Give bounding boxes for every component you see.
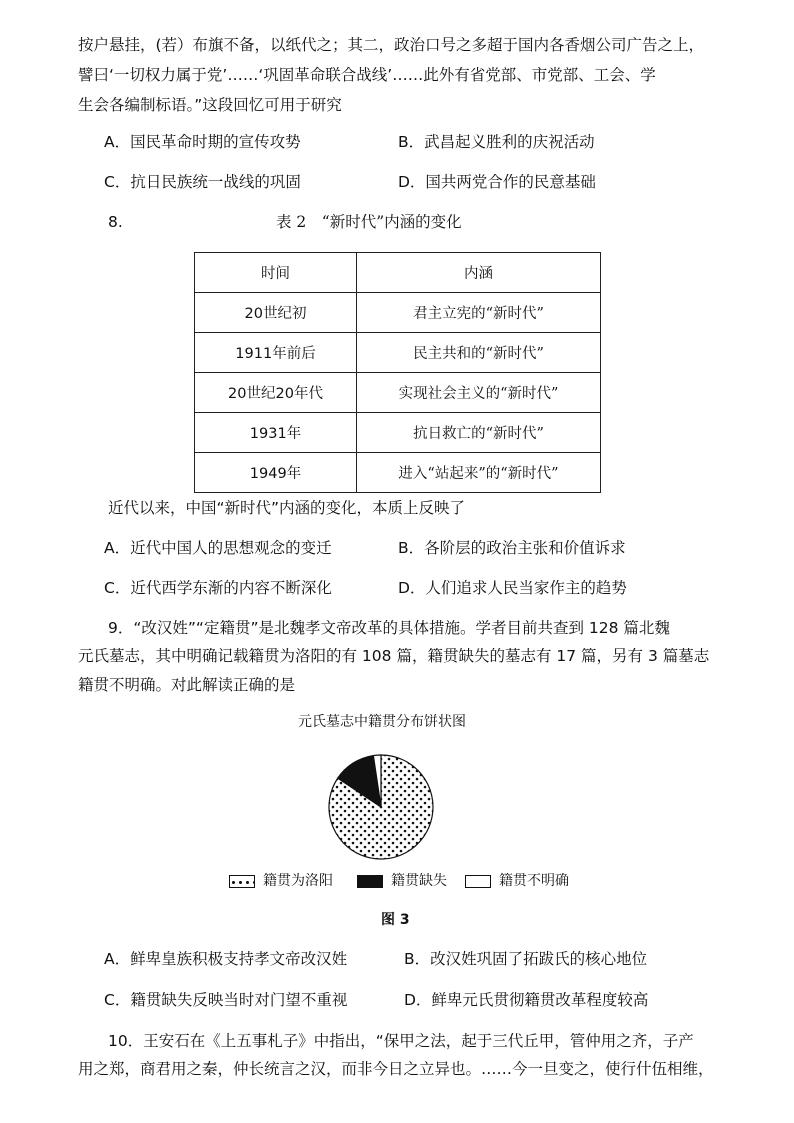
table-cell-meaning: 抗日救亡的“新时代”	[357, 413, 601, 453]
q9-option-c[interactable]: C．籍贯缺失反映当时对门望不重视	[104, 991, 348, 1009]
dots-swatch-icon	[229, 875, 255, 888]
legend-item-missing	[357, 870, 447, 892]
q7-option-d[interactable]: D．国共两党合作的民意基础	[398, 173, 596, 191]
q8-option-c[interactable]: C．近代西学东渐的内容不断深化	[104, 579, 332, 597]
q9-option-a[interactable]: A．鲜卑皇族积极支持孝文帝改汉姓	[104, 950, 348, 968]
legend-item-unclear	[465, 870, 569, 892]
table-cell-meaning: 君主立宪的“新时代”	[357, 293, 601, 333]
table-cell-meaning: 民主共和的“新时代”	[357, 333, 601, 373]
q9-passage-line: 籍贯不明确。对此解读正确的是	[78, 676, 296, 694]
q7-passage-line: 譬曰‘一切权力属于党’……‘巩固革命联合战线’……此外有省党部、市党部、工会、学	[78, 66, 656, 84]
table-header-cell: 内涵	[357, 253, 601, 293]
table-row	[195, 373, 601, 413]
q10-passage-line: 10．王安石在《上五事札子》中指出，“保甲之法，起于三代丘甲，管仲用之齐，子产	[108, 1032, 694, 1050]
q8-option-a[interactable]: A．近代中国人的思想观念的变迁	[104, 539, 332, 557]
figure-label: 图 3	[381, 912, 410, 928]
table-cell-time: 1949年	[195, 453, 357, 493]
table-caption: 表 2 “新时代”内涵的变化	[276, 213, 462, 231]
table-cell-time: 20世纪初	[195, 293, 357, 333]
table-cell-meaning: 进入“站起来”的“新时代”	[357, 453, 601, 493]
q7-passage-line: 按户悬挂，(若）布旗不备，以纸代之；其二，政治口号之多超于国内各香烟公司广告之上，	[78, 36, 705, 54]
pie-svg	[327, 753, 435, 861]
q8-option-d[interactable]: D．人们追求人民当家作主的趋势	[398, 579, 627, 597]
q7-passage-line: 生会各编制标语。”这段回忆可用于研究	[78, 96, 342, 114]
table-cell-time: 1931年	[195, 413, 357, 453]
pie-chart	[327, 753, 435, 861]
table-header-cell: 时间	[195, 253, 357, 293]
q9-option-d[interactable]: D．鲜卑元氏贯彻籍贯改革程度较高	[404, 991, 649, 1009]
table-cell-time: 20世纪20年代	[195, 373, 357, 413]
table-row	[195, 333, 601, 373]
q7-option-b[interactable]: B．武昌起义胜利的庆祝活动	[398, 133, 595, 151]
new-era-table	[194, 252, 601, 493]
q8-number: 8.	[108, 213, 123, 231]
legend-label: 籍贯不明确	[499, 873, 569, 889]
legend-item-luoyang	[229, 870, 333, 892]
q9-passage-line: 9．“改汉姓”“定籍贯”是北魏孝文帝改革的具体措施。学者目前共查到 128 篇北魏	[108, 619, 670, 637]
table-row	[195, 453, 601, 493]
q8-option-b[interactable]: B．各阶层的政治主张和价值诉求	[398, 539, 626, 557]
table-cell-time: 1911年前后	[195, 333, 357, 373]
table-cell-meaning: 实现社会主义的“新时代”	[357, 373, 601, 413]
q9-passage-line: 元氏墓志，其中明确记载籍贯为洛阳的有 108 篇，籍贯缺失的墓志有 17 篇，另有 3 篇墓志	[78, 647, 710, 665]
q10-passage-line: 用之郑，商君用之秦，仲长统言之汉，而非今日之立异也。……今一旦变之，使行什伍相维，	[78, 1060, 714, 1078]
q9-option-b[interactable]: B．改汉姓巩固了拓跋氏的核心地位	[404, 950, 648, 968]
black-swatch-icon	[357, 875, 383, 888]
q7-option-c[interactable]: C．抗日民族统一战线的巩固	[104, 173, 301, 191]
table-row	[195, 293, 601, 333]
q8-stem: 近代以来，中国“新时代”内涵的变化，本质上反映了	[108, 499, 466, 517]
q7-option-a[interactable]: A．国民革命时期的宣传攻势	[104, 133, 301, 151]
table-header-row	[195, 253, 601, 293]
table-row	[195, 413, 601, 453]
white-swatch-icon	[465, 875, 491, 888]
legend-label: 籍贯缺失	[391, 873, 447, 889]
chart-title: 元氏墓志中籍贯分布饼状图	[298, 714, 466, 730]
legend-label: 籍贯为洛阳	[263, 873, 333, 889]
